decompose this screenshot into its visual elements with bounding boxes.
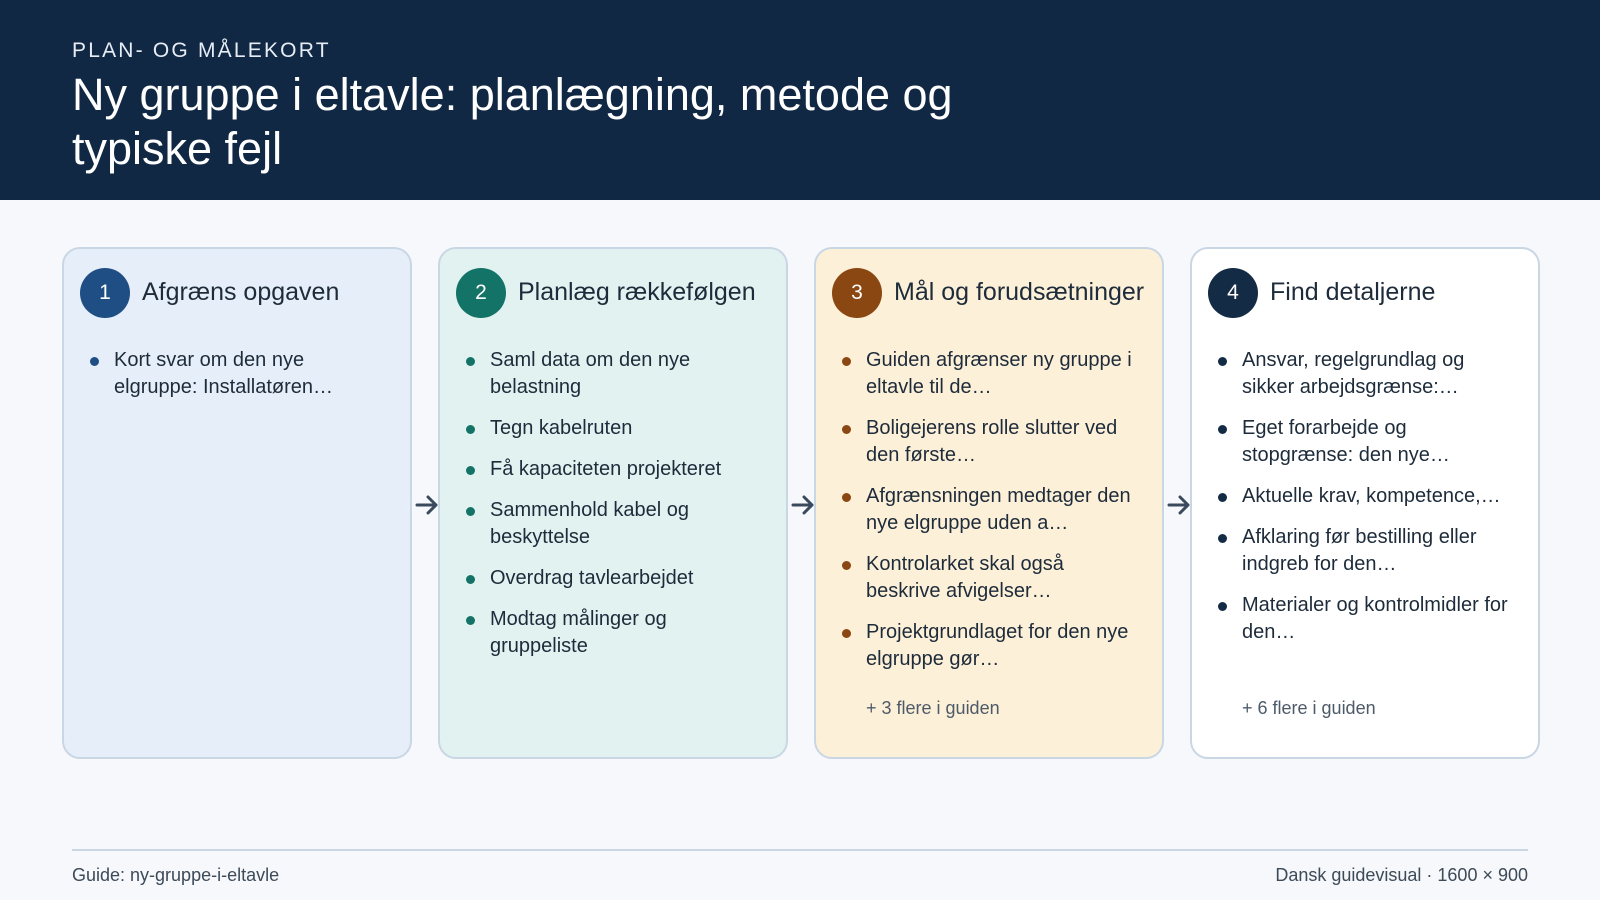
bullet-dot-icon bbox=[1218, 534, 1227, 543]
arrow-right-icon bbox=[790, 490, 816, 520]
bullet-dot-icon bbox=[842, 425, 851, 434]
list-item-text: Modtag målinger og gruppeliste bbox=[490, 608, 667, 657]
list-item bbox=[842, 415, 1142, 469]
step-title: Find detaljerne bbox=[1270, 278, 1436, 306]
bullet-dot-icon bbox=[466, 575, 475, 584]
list-item bbox=[466, 565, 766, 592]
bullet-dot-icon bbox=[466, 357, 475, 366]
step-title: Mål og forudsætninger bbox=[894, 278, 1145, 306]
step-number-badge: 4 bbox=[1208, 268, 1258, 318]
list-item bbox=[466, 606, 766, 660]
bullet-dot-icon bbox=[1218, 602, 1227, 611]
list-item-text: Materialer og kontrolmidler for den… bbox=[1242, 594, 1508, 643]
eyebrow-label: PLAN- OG MÅLEKORT bbox=[72, 39, 331, 62]
list-item-text: Saml data om den nye belastning bbox=[490, 349, 691, 398]
bullet-dot-icon bbox=[90, 357, 99, 366]
step-title: Planlæg rækkefølgen bbox=[518, 278, 756, 306]
bullet-dot-icon bbox=[1218, 493, 1227, 502]
bullet-dot-icon bbox=[842, 561, 851, 570]
bullet-dot-icon bbox=[842, 629, 851, 638]
page-title: Ny gruppe i eltavle: planlægning, metode og typiske fejl bbox=[72, 69, 953, 174]
list-item-text: Boligejerens rolle slutter ved den første… bbox=[866, 417, 1118, 466]
bullet-dot-icon bbox=[1218, 357, 1227, 366]
list-item bbox=[842, 619, 1142, 673]
step-number-badge: 2 bbox=[456, 268, 506, 318]
footer-divider bbox=[72, 849, 1528, 851]
footer-format-label: Dansk guidevisual · 1600 × 900 bbox=[1275, 865, 1528, 885]
step-card-3 bbox=[814, 247, 1164, 759]
step-item-list bbox=[842, 347, 1142, 687]
list-item-text: Projektgrundlaget for den nye elgruppe gør… bbox=[866, 621, 1129, 670]
bullet-dot-icon bbox=[466, 616, 475, 625]
list-item bbox=[842, 551, 1142, 605]
list-item-text: Guiden afgrænser ny gruppe i eltavle til de… bbox=[866, 349, 1132, 398]
list-item-text: Sammenhold kabel og beskyttelse bbox=[490, 499, 690, 548]
arrow-right-icon bbox=[414, 490, 440, 520]
list-item bbox=[1218, 483, 1518, 510]
bullet-dot-icon bbox=[466, 466, 475, 475]
step-item-list bbox=[1218, 347, 1518, 660]
step-number-badge: 1 bbox=[80, 268, 130, 318]
bullet-dot-icon bbox=[842, 493, 851, 502]
bullet-dot-icon bbox=[1218, 425, 1227, 434]
step-title: Afgræns opgaven bbox=[142, 278, 340, 306]
step-card-2 bbox=[438, 247, 788, 759]
bullet-dot-icon bbox=[842, 357, 851, 366]
list-item-text: Kort svar om den nye elgruppe: Installatøren… bbox=[114, 349, 334, 398]
step-card-1 bbox=[62, 247, 412, 759]
more-in-guide-note: + 3 flere i guiden bbox=[866, 698, 1000, 718]
list-item bbox=[842, 347, 1142, 401]
list-item-text: Få kapaciteten projekteret bbox=[490, 458, 722, 480]
list-item-text: Kontrolarket skal også beskrive afvigelser… bbox=[866, 553, 1064, 602]
bullet-dot-icon bbox=[466, 507, 475, 516]
list-item bbox=[466, 415, 766, 442]
list-item-text: Overdrag tavlearbejdet bbox=[490, 567, 694, 589]
bullet-dot-icon bbox=[466, 425, 475, 434]
list-item-text: Afgrænsningen medtager den nye elgruppe uden a… bbox=[866, 485, 1131, 534]
list-item bbox=[1218, 415, 1518, 469]
step-item-list bbox=[90, 347, 390, 415]
step-card-4 bbox=[1190, 247, 1540, 759]
step-item-list bbox=[466, 347, 766, 674]
list-item-text: Eget forarbejde og stopgrænse: den nye… bbox=[1242, 417, 1450, 466]
list-item bbox=[90, 347, 390, 401]
list-item bbox=[1218, 524, 1518, 578]
list-item bbox=[1218, 592, 1518, 646]
list-item-text: Tegn kabelruten bbox=[490, 417, 633, 439]
step-number-badge: 3 bbox=[832, 268, 882, 318]
list-item-text: Aktuelle krav, kompetence,… bbox=[1242, 485, 1501, 507]
list-item-text: Afklaring før bestilling eller indgreb for den… bbox=[1242, 526, 1477, 575]
header-banner bbox=[0, 0, 1600, 200]
list-item bbox=[466, 456, 766, 483]
more-in-guide-note: + 6 flere i guiden bbox=[1242, 698, 1376, 718]
list-item bbox=[466, 497, 766, 551]
list-item bbox=[466, 347, 766, 401]
list-item bbox=[1218, 347, 1518, 401]
list-item bbox=[842, 483, 1142, 537]
footer-guide-label: Guide: ny-gruppe-i-eltavle bbox=[72, 865, 280, 885]
arrow-right-icon bbox=[1166, 490, 1192, 520]
list-item-text: Ansvar, regelgrundlag og sikker arbejdsgrænse:… bbox=[1242, 349, 1465, 398]
